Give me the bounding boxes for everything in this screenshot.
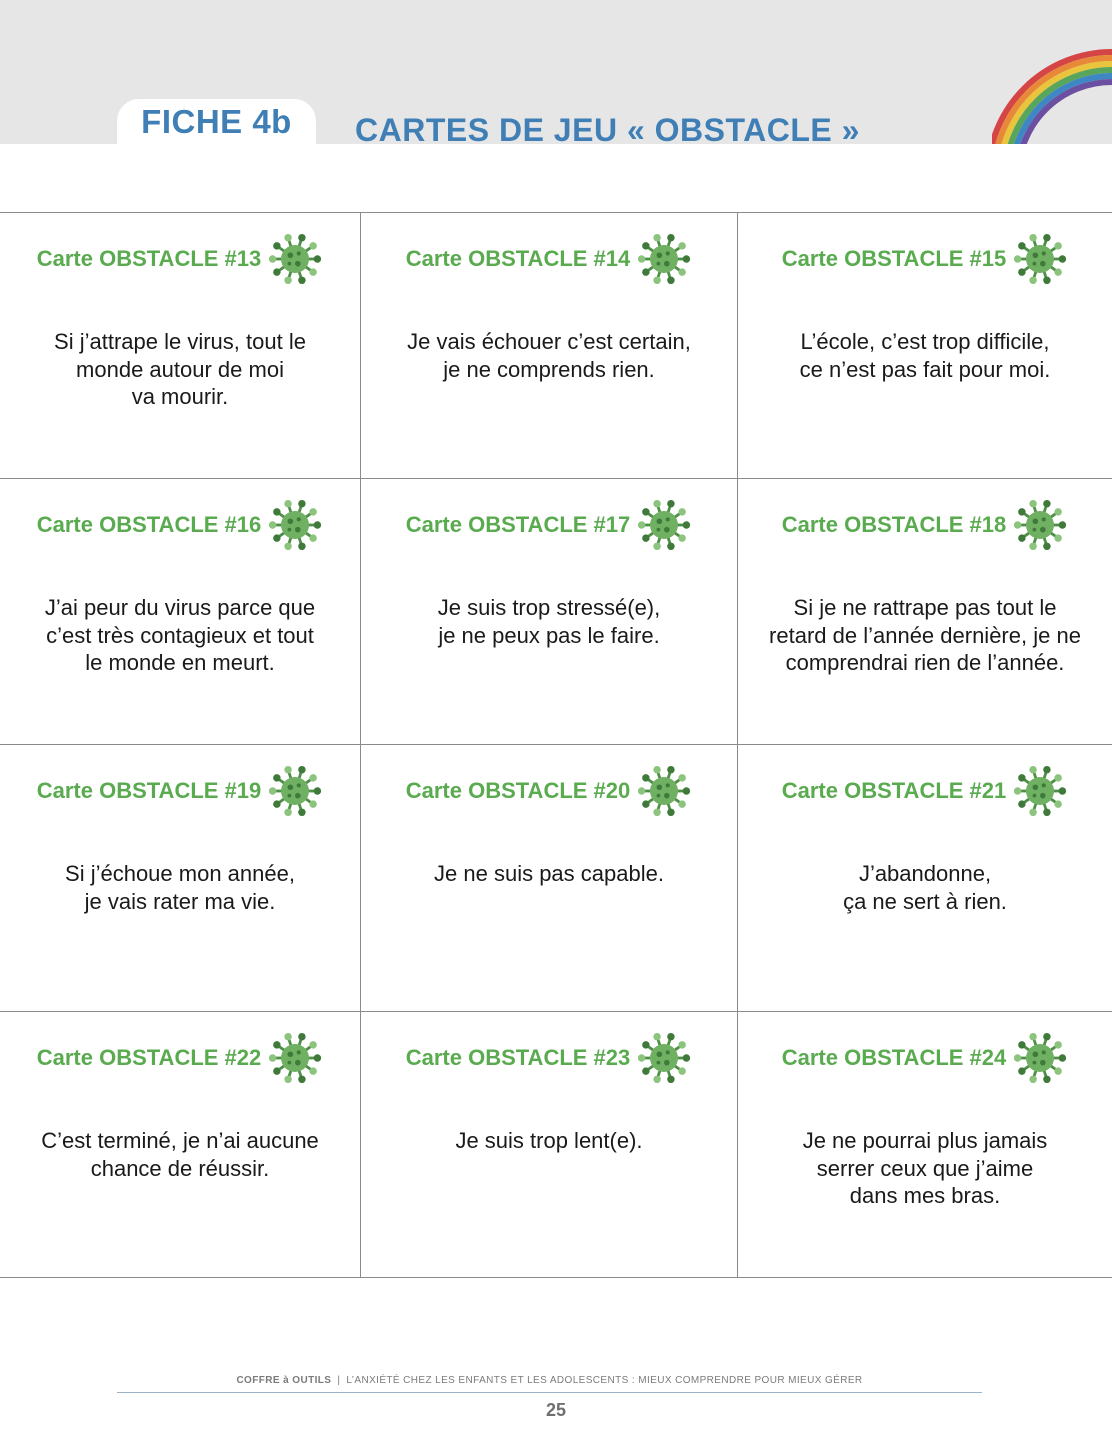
- virus-icon: [636, 497, 692, 553]
- obstacle-card: [738, 1012, 1112, 1278]
- virus-icon: [1012, 497, 1068, 553]
- obstacle-card: [361, 479, 738, 745]
- obstacle-card: [0, 479, 361, 745]
- card-text: C’est terminé, je n’ai aucune chance de réussir.: [41, 1128, 319, 1181]
- obstacle-card: [361, 213, 738, 479]
- card-title: Carte OBSTACLE #21: [781, 778, 1007, 803]
- virus-icon: [267, 1030, 323, 1086]
- footer-subtitle: L’ANXIÉTÉ CHEZ LES ENFANTS ET LES ADOLESCENTS : MIEUX COMPRENDRE POUR MIEUX GÉRER: [346, 1375, 863, 1386]
- obstacle-card: [0, 1012, 361, 1278]
- virus-icon: [636, 1030, 692, 1086]
- virus-icon: [267, 497, 323, 553]
- card-text: Je suis trop lent(e).: [455, 1128, 643, 1153]
- card-text: Je suis trop stressé(e), je ne peux pas le faire.: [437, 595, 661, 648]
- card-text: Si je ne rattrape pas tout le retard de l’année dernière, je ne comprendrai rien de l’année.: [769, 595, 1081, 675]
- card-header: [0, 761, 360, 821]
- card-text: Je ne suis pas capable.: [434, 861, 664, 886]
- card-text: J’ai peur du virus parce que c’est très contagieux et tout le monde en meurt.: [44, 595, 316, 675]
- card-title: Carte OBSTACLE #19: [36, 778, 262, 803]
- card-header: [738, 229, 1112, 289]
- card-title: Carte OBSTACLE #22: [36, 1045, 262, 1070]
- card-text: L’école, c’est trop difficile, ce n’est pas fait pour moi.: [799, 329, 1051, 382]
- card-text: Je vais échouer c’est certain, je ne comprends rien.: [407, 329, 691, 382]
- card-title: Carte OBSTACLE #24: [781, 1045, 1007, 1070]
- obstacle-card: [361, 1012, 738, 1278]
- card-title: Carte OBSTACLE #20: [405, 778, 631, 803]
- card-header: [0, 495, 360, 555]
- card-grid: [0, 212, 1112, 1277]
- card-title: Carte OBSTACLE #17: [405, 512, 631, 537]
- obstacle-card: [0, 745, 361, 1012]
- card-header: [361, 229, 737, 289]
- virus-icon: [267, 231, 323, 287]
- rainbow-graphic: [992, 0, 1112, 144]
- card-title: Carte OBSTACLE #15: [781, 246, 1007, 271]
- card-text: Je ne pourrai plus jamais serrer ceux que j’aime dans mes bras.: [802, 1128, 1048, 1208]
- footer-brand: COFFRE à OUTILS: [236, 1375, 332, 1386]
- virus-icon: [636, 763, 692, 819]
- virus-icon: [267, 763, 323, 819]
- footer-text: [117, 1375, 982, 1386]
- card-header: [0, 229, 360, 289]
- card-title: Carte OBSTACLE #13: [36, 246, 262, 271]
- fiche-label: FICHE 4b: [117, 99, 316, 144]
- card-header: [361, 761, 737, 821]
- card-header: [738, 761, 1112, 821]
- virus-icon: [1012, 1030, 1068, 1086]
- card-header: [361, 1028, 737, 1088]
- card-title: Carte OBSTACLE #23: [405, 1045, 631, 1070]
- obstacle-card: [0, 213, 361, 479]
- obstacle-card: [738, 745, 1112, 1012]
- card-title: Carte OBSTACLE #14: [405, 246, 631, 271]
- card-text: Si j’attrape le virus, tout le monde autour de moi va mourir.: [54, 329, 306, 409]
- card-text: Si j’échoue mon année, je vais rater ma vie.: [65, 861, 295, 914]
- card-title: Carte OBSTACLE #18: [781, 512, 1007, 537]
- obstacle-card: [361, 745, 738, 1012]
- card-header: [0, 1028, 360, 1088]
- footer-divider: [117, 1392, 982, 1393]
- card-text: J’abandonne, ça ne sert à rien.: [843, 861, 1007, 914]
- card-header: [738, 1028, 1112, 1088]
- obstacle-card: [738, 479, 1112, 745]
- virus-icon: [1012, 231, 1068, 287]
- footer-separator: |: [337, 1375, 341, 1386]
- card-header: [361, 495, 737, 555]
- obstacle-card: [738, 213, 1112, 479]
- card-header: [738, 495, 1112, 555]
- virus-icon: [636, 231, 692, 287]
- page-title: CARTES DE JEU « OBSTACLE »: [355, 112, 860, 148]
- page-number: 25: [545, 1400, 567, 1420]
- virus-icon: [1012, 763, 1068, 819]
- card-title: Carte OBSTACLE #16: [36, 512, 262, 537]
